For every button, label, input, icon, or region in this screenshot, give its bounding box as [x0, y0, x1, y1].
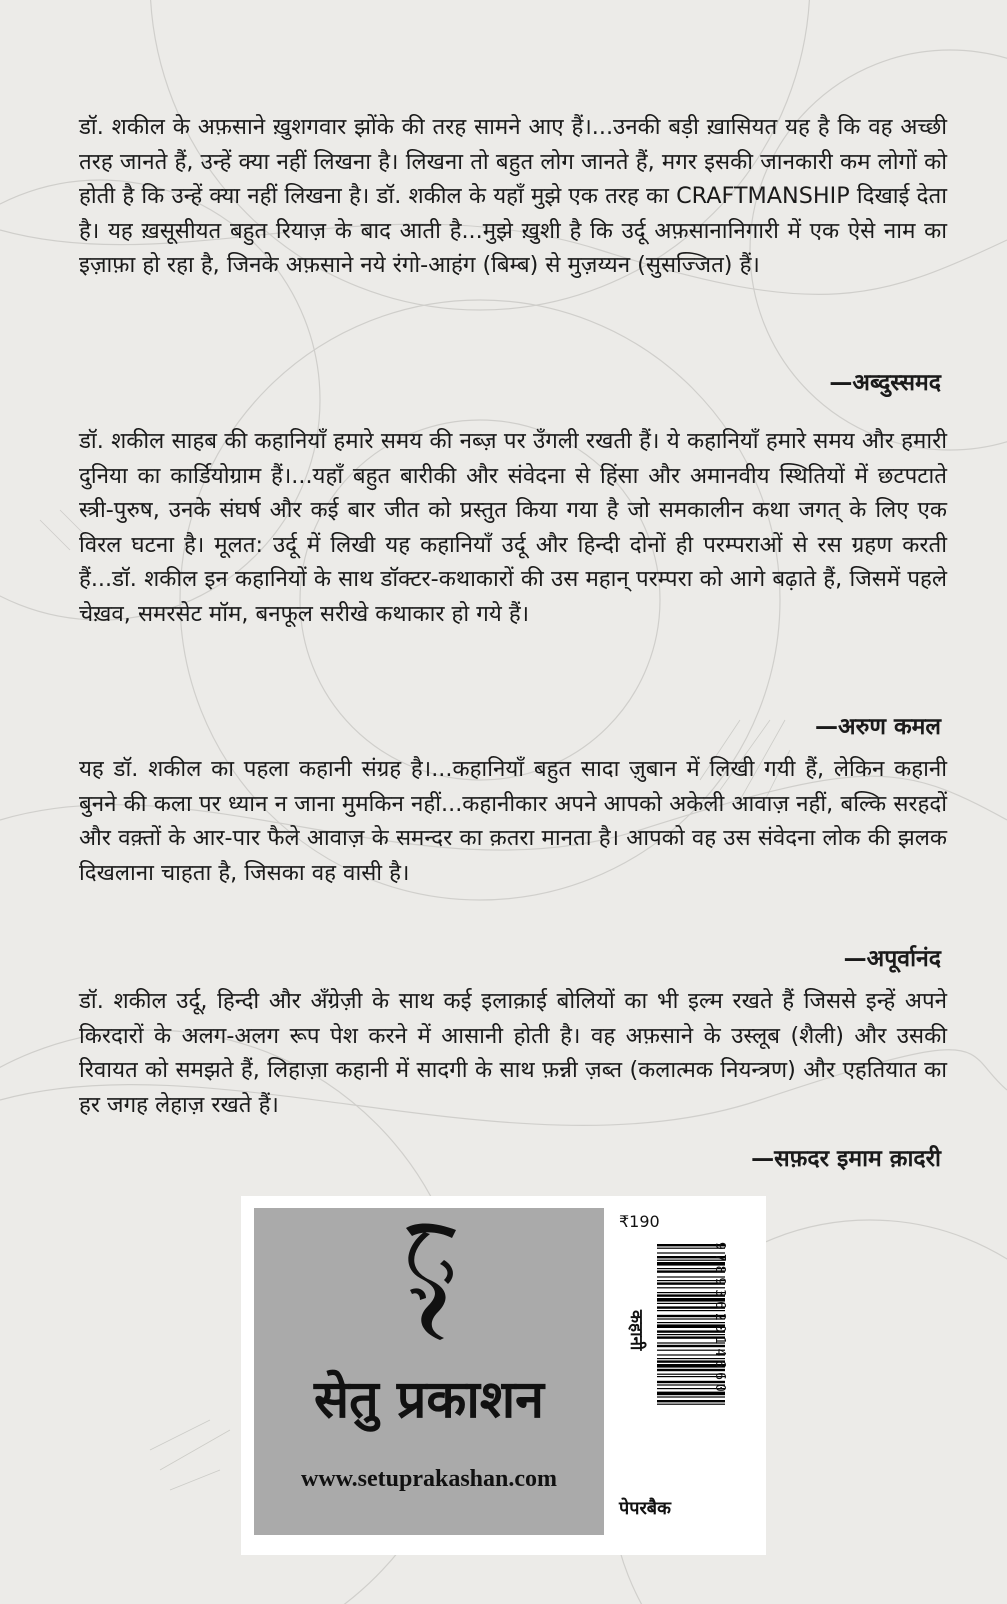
blurb-author-3: —अपूर्वानंद: [843, 946, 941, 972]
publisher-website[interactable]: www.setuprakashan.com: [300, 1466, 558, 1492]
isbn-number: 9789362014660: [712, 1242, 727, 1396]
book-price: ₹190: [619, 1212, 660, 1231]
book-format: पेपरबैक: [619, 1498, 671, 1519]
blurb-text-1: डॉ. शकील के अफ़साने ख़ुशगवार झोंके की तरह सामने आए हैं।...उनकी बड़ी ख़ासियत यह है कि वह अच्छी तरह जानते हैं, उन्हें क्या नहीं लिखना है। लिखना तो बहुत लोग जानते हैं, मगर इसकी जानकारी कम लोगों को होती है कि उन्हें क्या नहीं लिखना है। डॉ. शकील के यहाँ मुझे एक तरह का CRAFTMANSHIP दिखाई देता है। यह ख़सूसीयत बहुत रियाज़ के बाद आती है...मुझे ख़ुशी है कि उर्दू अफ़सानानिगारी में एक ऐसे नाम का इज़ाफ़ा हो रहा है, जिनके अफ़साने नये रंगो-आहंग (बिम्ब) से मुज़य्यन (सुसज्जित) हैं।: [79, 114, 947, 279]
blurb-author-2: —अरुण कमल: [815, 714, 941, 740]
publisher-name: सेतु प्रकाशन: [313, 1369, 545, 1430]
publisher-logo-panel: [254, 1208, 604, 1535]
setu-logo-glyph-icon: [400, 1220, 466, 1340]
publisher-box: [241, 1196, 766, 1555]
blurb-author-4: —सफ़दर इमाम क़ादरी: [751, 1146, 941, 1172]
blurb-text-3: यह डॉ. शकील का पहला कहानी संग्रह है।...कहानियाँ बहुत सादा ज़ुबान में लिखी गयी हैं, लेकिन कहानी बुनने की कला पर ध्यान न जाना मुमकिन नहीं...कहानीकार अपने आपको अकेली आवाज़ नहीं, बल्कि सरहदों और वक़्तों के आर-पार फैले आवाज़ के समन्दर का क़तरा मानता है। आपको वह उस संवेदना लोक की झलक दिखलाना चाहता है, जिसका वह वासी है।: [79, 756, 947, 886]
blurb-text-2: डॉ. शकील साहब की कहानियाँ हमारे समय की नब्ज़ पर उँगली रखती हैं। ये कहानियाँ हमारे समय और हमारी दुनिया का कार्डियोग्राम हैं।...यहाँ बहुत बारीकी और संवेदना से हिंसा और अमानवीय स्थितियों में छटपटाते स्त्री-पुरुष, उनके संघर्ष और कई बार जीत को प्रस्तुत किया गया है जो समकालीन कथा जगत् के लिए एक विरल घटना है। मूलत: उर्दू में लिखी यह कहानियाँ उर्दू और हिन्दी दोनों ही परम्पराओं से रस ग्रहण करती हैं...डॉ. शकील इन कहानियों के साथ डॉक्टर-कथाकारों की उस महान् परम्परा को आगे बढ़ाते हैं, जिसमें पहले चेख़व, समरसेट मॉम, बनफूल सरीखे कथाकार हो गये हैं।: [79, 428, 947, 627]
book-genre: कहानी: [626, 1310, 646, 1351]
blurb-author-1: —अब्दुस्समद: [829, 370, 941, 396]
blurb-text-4: डॉ. शकील उर्दू, हिन्दी और अँग्रेज़ी के साथ कई इलाक़ाई बोलियों का भी इल्म रखते हैं जिससे इन्हें अपने किरदारों के अलग-अलग रूप पेश करने में आसानी होती है। वह अफ़साने के उस्लूब (शैली) और उसकी रिवायत को समझते हैं, लिहाज़ा कहानी में सादगी के साथ फ़न्नी ज़ब्त (कलात्मक नियन्त्रण) और एहतियात का हर जगह लेहाज़ रखते हैं।: [79, 988, 947, 1118]
